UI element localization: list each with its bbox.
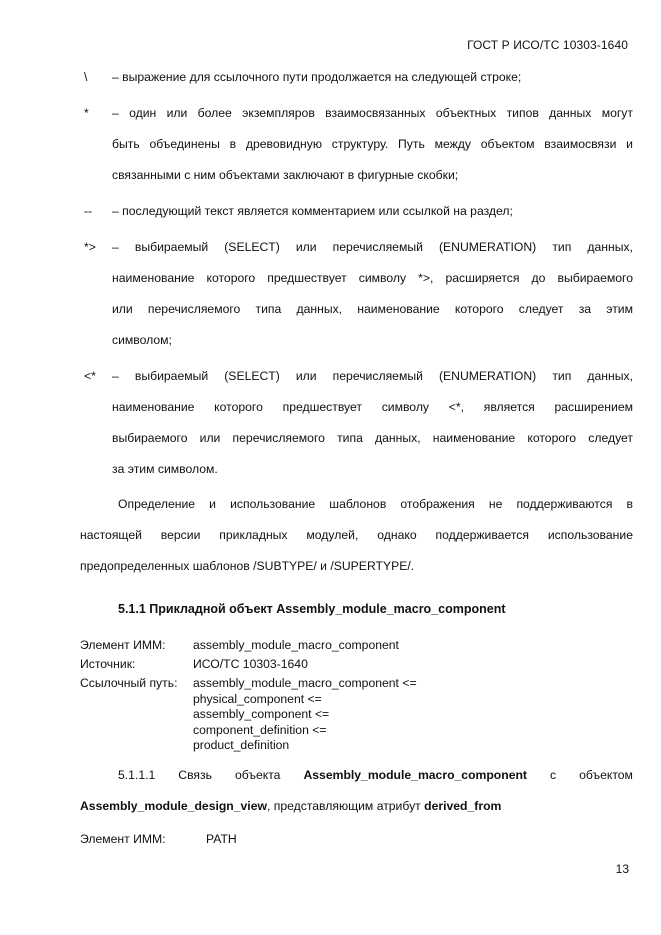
subsection-title: 5.1.1 Прикладной объект Assembly_module_macro_component — [118, 602, 506, 616]
notation-text-line: за этим символом. — [112, 462, 218, 476]
page-number: 13 — [615, 862, 629, 876]
link-text: , представляющим атрибут — [266, 799, 425, 813]
link-entity: Assembly_module_design_view — [80, 799, 267, 813]
paragraph-line: настоящей версии прикладных модулей, однако поддерживается использование — [80, 528, 633, 542]
path-line: product_definition — [193, 738, 290, 752]
source-value: ИСО/ТС 10303-1640 — [193, 657, 308, 671]
link-line — [80, 791, 633, 822]
path-element-label: Элемент ИММ: — [80, 832, 166, 846]
link-line — [80, 760, 633, 791]
path-line: component_definition <= — [193, 722, 327, 737]
notation-text-line: – выбираемый (SELECT) или перечисляемый (ENUMERATION) тип данных, — [112, 240, 633, 254]
body-paragraph — [80, 489, 633, 582]
path-element-row — [80, 828, 237, 850]
entity-meta — [80, 638, 640, 758]
notation-symbol: -- — [84, 204, 93, 218]
notation-text-line: – выражение для ссылочного пути продолжается на следующей строке; — [112, 70, 522, 84]
link-number: 5.1.1.1 — [118, 768, 156, 782]
document-header: ГОСТ Р ИСО/ТС 10303-1640 — [467, 38, 628, 52]
notation-text-line: наименование которого предшествует символу *>, расширяется до выбираемого — [112, 271, 633, 285]
link-word: объекта — [235, 768, 281, 782]
notation-text-line: – выбираемый (SELECT) или перечисляемый (ENUMERATION) тип данных, — [112, 369, 633, 383]
path-line: physical_component <= — [193, 691, 322, 706]
path-line: assembly_module_macro_component <= — [193, 676, 417, 690]
path-line: assembly_component <= — [193, 707, 330, 721]
link-paragraph — [80, 760, 633, 822]
notation-text-line: – один или более экземпляров взаимосвязанных объектных типов данных могут — [112, 106, 633, 120]
link-word: с — [550, 768, 557, 782]
link-word: Связь — [178, 768, 212, 782]
link-attribute: derived_from — [424, 799, 502, 813]
notation-text-line: символом; — [112, 333, 172, 347]
path-element-value: PATH — [206, 832, 237, 846]
notation-text-line: – последующий текст является комментарием или ссылкой на раздел; — [112, 204, 513, 218]
notation-text-line: быть объединены в древовидную структуру. Путь между объектом взаимосвязи и — [112, 137, 633, 151]
notation-text-line: выбираемого или перечисляемого типа данных, наименование которого следует — [112, 431, 633, 445]
path-label: Ссылочный путь: — [80, 676, 178, 690]
notation-symbol: \ — [84, 70, 88, 84]
notation-text-line: наименование которого предшествует символу <*, является расширением — [112, 400, 633, 414]
element-label: Элемент ИММ: — [80, 638, 166, 652]
paragraph-line: предопределенных шаблонов /SUBTYPE/ и /SUPERTYPE/. — [80, 559, 415, 573]
link-word: объектом — [579, 768, 633, 782]
link-entity: Assembly_module_macro_component — [303, 768, 527, 782]
notation-text-line: связанными с ним объектами заключают в фигурные скобки; — [112, 168, 459, 182]
notation-symbol: * — [84, 106, 89, 120]
notation-symbol: *> — [84, 240, 96, 254]
notation-symbol: <* — [84, 369, 96, 383]
element-value: assembly_module_macro_component — [193, 638, 399, 652]
notation-text-line: или перечисляемого типа данных, наименование которого следует за этим — [112, 302, 633, 316]
source-label: Источник: — [80, 657, 136, 671]
paragraph-line: Определение и использование шаблонов отображения не поддерживаются в — [118, 497, 633, 511]
